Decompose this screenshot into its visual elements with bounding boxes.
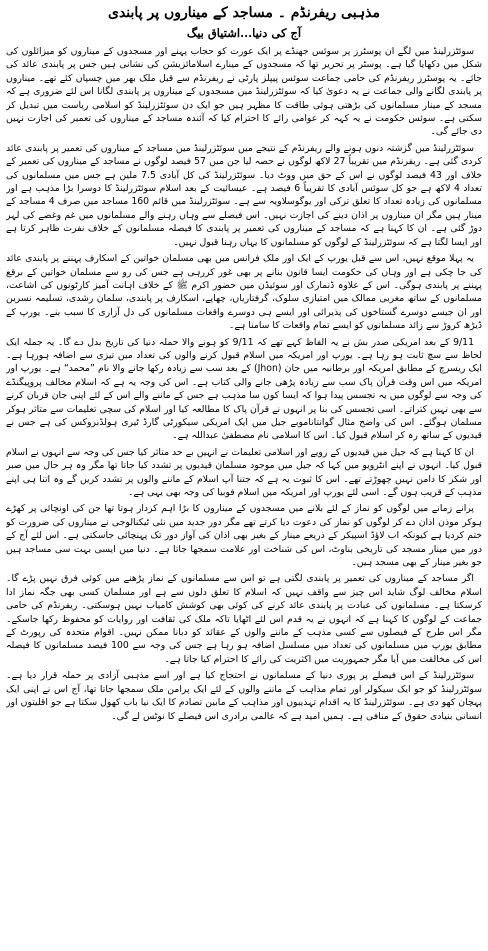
article-title: مذہبی ریفرنڈم ۔ مساجد کے میناروں پر پابندی (108, 5, 380, 21)
paragraph: اگر مساجد کے میناروں کی تعمیر پر پابندی لگتی ہے تو اس سے مسلمانوں کے نماز پڑھنے میں کوئی فرق نہیں پڑے گا۔ اسلام مخالف لوگ شاید اس چیز سے واقف نہیں کہ اسلام کا تعلق دلوں سے ہے اور مسلمان کسی بھی جگہ نماز ادا کرسکتا ہے۔ مسلمانوں کی عبادت پر پابندی عائد کرنے کی کوئی بھی کوشش کامیاب نہیں ہوسکتی۔ ریفرنڈم کی حامی جماعت کے لوگوں کا کہنا ہے کہ انہوں نے یہ قدم اس لئے اٹھایا تاکہ ملک کی ثقافت اور روایات کو محفوظ رکھا جاسکے۔ مگر اس طرح کے فیصلوں سے کسی مذہب کے ماننے والوں کے عقائد کو دبانا ممکن نہیں۔ اقوام متحدہ کی رپورٹ کے مطابق یورپ میں مسلمانوں کی تعداد میں مسلسل اضافہ ہو رہا ہے جس کی وجہ سے 100 فیصد مسلمانوں کا فیصلہ اس کی مخالفت میں آیا مگر جمہوریت میں اکثریت کی رائے کا احترام کیا جاتا ہے۔ (6, 573, 482, 665)
paragraph: سوئٹزرلینڈ میں گزشتہ دنوں ہونے والے ریفرنڈم کے نتیجے میں سوئٹزرلینڈ میں مساجد کے میناروں کی تعمیر پر پابندی عائد کردی گئی ہے۔ ریفرنڈم میں تقریباً 27 لاکھ لوگوں نے حصہ لیا جن میں 57 فیصد لوگوں نے مساجد کے میناروں کی تعمیر کے خلاف اور 43 فیصد لوگوں نے اس کے حق میں ووٹ دیا۔ سوئٹزرلینڈ کی کل آبادی 7.5 ملین ہے جس میں مسلمانوں کی تعداد 4 لاکھ ہے جو کل سوئس آبادی کا تقریباً 6 فیصد ہے۔ عیسائیت کے بعد اسلام سوئٹزرلینڈ کا دوسرا بڑا مذہب ہے اور مسلمانوں کی زیادہ تعداد کا تعلق ترکی اور یوگوسلاویہ سے ہے۔ سوئٹزرلینڈ میں قائم 160 مساجد میں صرف 4 مساجد کے مینار ہیں مگر ان میناروں پر اذان دینے کی اجازت نہیں۔ اس فیصلے سے وہاں رہنے والے مسلمانوں میں غم وغصے کی لہر دوڑ گئی ہے۔ ان کا کہنا ہے کہ مساجد کے میناروں کی تعمیر پر پابندی کا فیصلہ مسلمانوں کے خلاف نفرت ظاہر کرتا ہے اور ایسا لگتا ہے کہ سوئٹزرلینڈ کے لوگوں کو مسلمانوں کا یہاں رہنا قبول نہیں۔ (6, 142, 482, 248)
paragraph: سوئٹزرلینڈ کے اس فیصلے پر پوری دنیا کے مسلمانوں نے احتجاج کیا ہے اور اسے مذہبی آزادی پر حملہ قرار دیا ہے۔ سوئٹزرلینڈ کو جو ایک سیکولر اور تمام مذاہب کے ماننے والوں کے لئے ایک پرامن ملک سمجھا جاتا تھا، آج اس نے اپنی ایک پہچان کھو دی ہے۔ سوئٹزرلینڈ کا یہ اقدام تہذیبوں اور مذاہب کے مابین تصادم کا ایک نیا باب کھول سکتا ہے جو اقلیتوں اور انسانی بنیادی حقوق کے منافی ہے۔ ہمیں امید ہے کہ عالمی برادری اس فیصلے کا نوٹس لے گی۔ (6, 670, 482, 722)
paragraph: پرانے زمانے میں لوگوں کو نماز کے لئے بلانے میں مسجدوں کے میناروں کا بڑا اہم کردار ہوتا تھا جن کی اونچائی پر کھڑے ہوکر موذن اذان دے کر لوگوں کو نماز کی دعوت دیا کرتے تھے مگر دور جدید میں نئی ٹیکنالوجی نے میناروں کی ضرورت کو ختم کردیا ہے کیونکہ اب لاؤڈ اسپیکر کے ذریعے مینار کے بغیر بھی اذان کی آواز دور تک پہنچائی جاسکتی ہے۔ اس لئے آج کے دور میں مینار مسجد کی تاریخی بناوٹ، اس کی شناخت اور علامت سمجھا جاتا ہے۔ دنیا میں ایسی بہت سی مساجد ہیں جو بغیر مینار کے بھی مسجد ہیں۔ (6, 503, 482, 569)
paragraph: ان کا کہنا ہے کہ جیل میں قیدیوں کے رویے اور اسلامی تعلیمات نے انہیں بے حد متاثر کیا جس کی وجہ سے انہوں نے اسلام قبول کیا۔ انہوں نے اپنے انٹرویو میں کہا کہ جیل میں موجود مسلمان قیدیوں پر تشدد کیا جاتا تھا مگر وہ ہر حال میں صبر اور شکر کا دامن نہیں چھوڑتے تھے۔ اس کا ثبوت یہ ہے کہ جتنا آپ اسلام کے ماننے والوں پر تشدد کریں گے وہ اتنا ہی اپنے مذہب کے قریب ہوں گے۔ اسی لئے یورپ اور امریکہ میں اسلام فوبیا کی وجہ بھی یہی ہے۔ (6, 446, 482, 498)
paragraph: یہ پہلا موقع نہیں، اس سے قبل یورپ کے ایک اور ملک فرانس میں بھی مسلمان خواتین کے اسکارف پہننے پر پابندی عائد کی جا چکی ہے اور وہاں کی حکومت ایسا قانون بنانے پر بھی غور کررہی ہے جس کی رو سے مسلمان خواتین کے برقع پہننے پر پابندی ہوگی۔ اس کے علاوہ ڈنمارک اور سوئیڈن میں حضور اکرم ﷺ کے خلاف اہانت آمیز کارٹونوں کی اشاعت، مسلمانوں کے ساتھ مغربی ممالک میں امتیازی سلوک، گرفتاریاں، چھاپے، اسکارف پر پابندی، سلمان رشدی، تسلیمہ نسرین اور ان جیسے دوسرے گستاخوں کی پذیرائی اور ایسے ہی دوسرے واقعات مسلمانوں کی دل آزاری کا سبب بنے۔ یورپ کے ڈیڑھ کروڑ سے زائد مسلمانوں کو ایسے تمام واقعات کا سامنا ہے۔ (6, 253, 482, 332)
article-body (6, 45, 482, 923)
paragraph: سوئٹزرلینڈ میں لگے ان پوسٹرز پر سوئس جھنڈے پر ایک عورت کو حجاب پہنے اور مسجدوں کے میناروں کو میزائلوں کی شکل میں دکھایا گیا ہے۔ پوسٹر پر تحریر تھا کہ مسجدوں کے مینارے اسلامائزیشن کی نشانی ہیں جس پر پابندی عائد کی جائے۔ یہ پوسٹرز ریفرنڈم کی حامی جماعت سوئس پیپلز پارٹی نے ریفرنڈم سے قبل ملک بھر میں چسپاں کئے تھے۔ میناروں پر پابندی لگانے والی جماعت نے یہ دعویٰ کیا کہ سوئٹزرلینڈ میں مسجدوں کے میناروں پر پابندی لگانا اس لئے ضروری ہے کہ مسجد کے مینار مسلمانوں کی بڑھتی ہوئی طاقت کا مظہر ہیں جو ایک دن سوئٹزرلینڈ کو اسلامی ریاست میں تبدیل کر سکتی ہے۔ سوئس حکومت نے یہ کہہ کر عوامی رائے کا احترام کیا کہ آئندہ مساجد کے میناروں کی تعمیر کی اجازت نہیں دی جائے گی۔ (6, 46, 482, 138)
article-header (6, 4, 482, 41)
article-byline: آج کی دنیا...اشتیاق بیگ (186, 26, 302, 40)
paragraph: 9/11 کے بعد امریکی صدر بش نے یہ الفاظ کہے تھے کہ 9/11 کو ہونے والا حملہ دنیا کی تاریخ بدل دے گا۔ یہ جملہ ایک لحاظ سے سچ ثابت ہو رہا ہے۔ یورپ اور امریکہ میں اسلام قبول کرنے والوں کی تعداد میں تیزی سے اضافہ ہورہا ہے۔ ایک ریسرچ کے مطابق امریکہ اور برطانیہ میں جان (Jhon) کے بعد سب سے زیادہ رکھا جانے والا نام ”محمد“ ہے۔ یورپ اور امریکہ میں اس وقت قرآن پاک سب سے زیادہ پڑھی جانے والی کتاب ہے۔ اس کی وجہ یہ ہے کہ اسلام مخالف پروپیگنڈے کی وجہ سے لوگوں میں یہ تجسس پیدا ہوا کہ ایسا کون سا مذہب ہے جس کے ماننے والے اس کے لئے اپنی جان قربان کرنے سے بھی نہیں کتراتے۔ اسی تجسس کی بنا پر انہوں نے قرآن پاک کا مطالعہ کیا اور اسلام کی سچی تعلیمات سے متاثر ہوکر مسلمان ہوگئے۔ اس کی واضح مثال گوانتاناموبے جیل میں ایک امریکی سیکورٹی گارڈ ٹیری ہولڈبروکس کی ہے جس نے قیدیوں کے ساتھ رہ کر اسلام قبول کیا۔ اس کا اسلامی نام مصطفیٰ عبداللہ ہے۔ (6, 336, 482, 442)
